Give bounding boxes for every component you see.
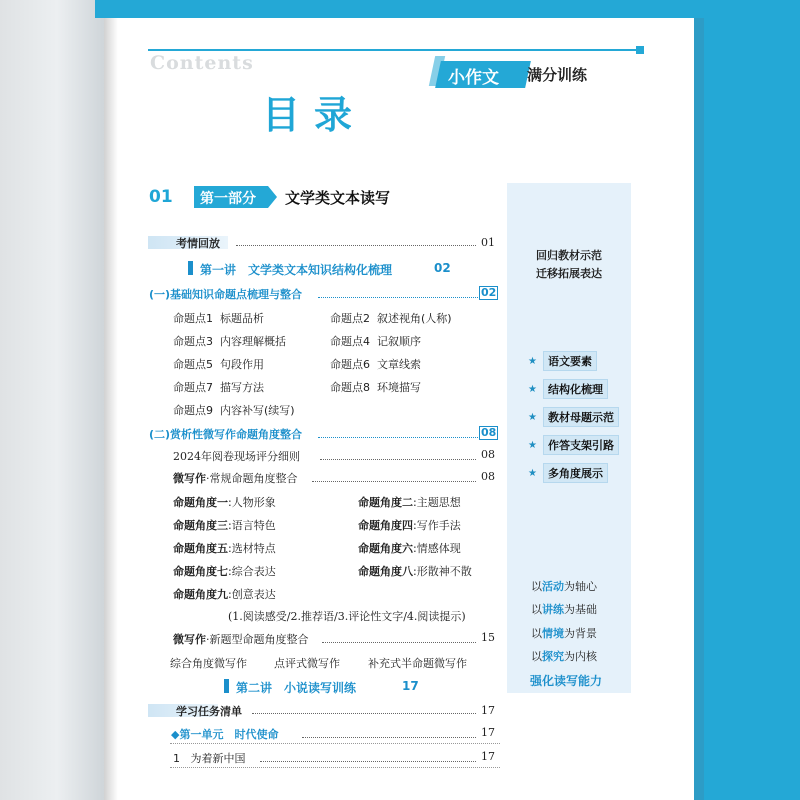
toc-page: 17 [402,679,419,693]
page-shadow [104,18,118,800]
side-motto: 以活动为轴心 [531,580,597,593]
book-cover-right [694,0,800,800]
toc-point[interactable]: 命题点4 记叙顺序 [330,335,421,348]
book-cover-left [0,0,104,800]
toc-page-box: 08 [481,426,497,439]
side-tag: ★ 作答支架引路 [528,435,619,455]
toc-micro-2[interactable]: 微写作·新题型命题角度整合 [173,633,309,646]
toc-page: 17 [481,704,495,717]
toc-point[interactable]: 命题点6 文章线索 [330,358,421,371]
toc-group-1[interactable]: (一)基础知识命题点梳理与整合 [149,288,303,301]
leader-dots [322,642,476,643]
toc-angle[interactable]: 命题角度五:选材特点 [173,542,276,555]
header-rule-square [636,46,644,54]
toc-new-type[interactable]: 补充式半命题微写作 [368,657,467,670]
side-motto: 以讲练为基础 [531,603,597,616]
toc-angle[interactable]: 命题角度六:情感体现 [358,542,461,555]
toc-page: 02 [434,261,451,275]
toc-page: 08 [481,448,495,461]
star-icon: ★ [528,467,537,479]
leader-dots [260,761,476,762]
toc-item[interactable]: 1 为着新中国 [173,752,246,765]
toc-lecture-2[interactable]: 第二讲 小说读写训练 [236,681,357,695]
toc-page-box: 02 [481,286,497,299]
side-tag: ★ 结构化梳理 [528,379,608,399]
toc-point[interactable]: 命题点5 句段作用 [173,358,264,371]
book-cover-edge [694,18,704,800]
toc-point[interactable]: 命题点2 叙述视角(人称) [330,312,452,325]
lecture-marker [224,679,229,693]
toc-page: 01 [481,236,495,249]
page-title: 目录 [262,93,367,137]
star-icon: ★ [528,439,537,451]
toc-new-type[interactable]: 综合角度微写作 [170,657,247,670]
toc-point[interactable]: 命题点8 环境描写 [330,381,421,394]
toc-angle[interactable]: 命题角度二:主题思想 [358,496,461,509]
section-part-arrow [268,186,277,208]
toc-angle[interactable]: 命题角度三:语言特色 [173,519,276,532]
section-part-label: 第一部分 [200,191,256,207]
toc-page: 15 [481,631,495,644]
toc-kaoqing[interactable]: 考情回放 [176,237,220,250]
divider [170,767,500,768]
header-rule [148,49,640,51]
side-caption-2: 迁移拓展表达 [536,267,602,280]
side-tag: ★ 语文要素 [528,351,597,371]
leader-dots [318,297,478,298]
star-icon: ★ [528,355,537,367]
brand-sub: 满分训练 [527,66,588,84]
toc-group-2[interactable]: (二)赏析性微写作命题角度整合 [149,428,303,441]
toc-point[interactable]: 命题点9 内容补写(续写) [173,404,295,417]
leader-dots [236,245,476,246]
toc-angle[interactable]: 命题角度九:创意表达 [173,588,276,601]
toc-angle[interactable]: 命题角度一:人物形象 [173,496,276,509]
toc-angle-note: (1.阅读感受/2.推荐语/3.评论性文字/4.阅读提示) [228,610,466,623]
star-icon: ★ [528,383,537,395]
toc-point[interactable]: 命题点7 描写方法 [173,381,264,394]
toc-task-list[interactable]: 学习任务清单 [176,705,242,718]
star-icon: ★ [528,411,537,423]
toc-point[interactable]: 命题点3 内容理解概括 [173,335,286,348]
side-final-slogan: 强化读写能力 [530,674,603,688]
leader-dots [252,713,476,714]
side-motto: 以情境为背景 [531,627,597,640]
brand-main: 小作文 [448,68,499,88]
toc-angle[interactable]: 命题角度八:形散神不散 [358,565,472,578]
leader-dots [318,437,478,438]
toc-lecture-1[interactable]: 第一讲 文学类文本知识结构化梳理 [200,263,393,277]
section-title: 文学类文本读写 [285,189,391,207]
side-caption-1: 回归教材示范 [536,249,602,262]
section-number: 01 [149,187,173,207]
leader-dots [312,481,476,482]
toc-page: 17 [481,726,495,739]
contents-watermark: Contents [150,52,254,74]
side-tag: ★ 多角度展示 [528,463,608,483]
toc-point[interactable]: 命题点1 标题品析 [173,312,264,325]
toc-micro-1[interactable]: 微写作·常规命题角度整合 [173,472,298,485]
toc-angle[interactable]: 命题角度七:综合表达 [173,565,276,578]
side-tag: ★ 教材母题示范 [528,407,619,427]
lecture-marker [188,261,193,275]
toc-angle[interactable]: 命题角度四:写作手法 [358,519,461,532]
divider [170,743,500,744]
toc-page: 17 [481,750,495,763]
toc-page: 08 [481,470,495,483]
toc-new-type[interactable]: 点评式微写作 [274,657,340,670]
leader-dots [320,459,476,460]
toc-unit-1[interactable]: ◆第一单元 时代使命 [171,728,279,741]
leader-dots [302,737,476,738]
toc-scoring[interactable]: 2024年阅卷现场评分细则 [173,450,300,463]
side-motto: 以探究为内核 [531,650,597,663]
